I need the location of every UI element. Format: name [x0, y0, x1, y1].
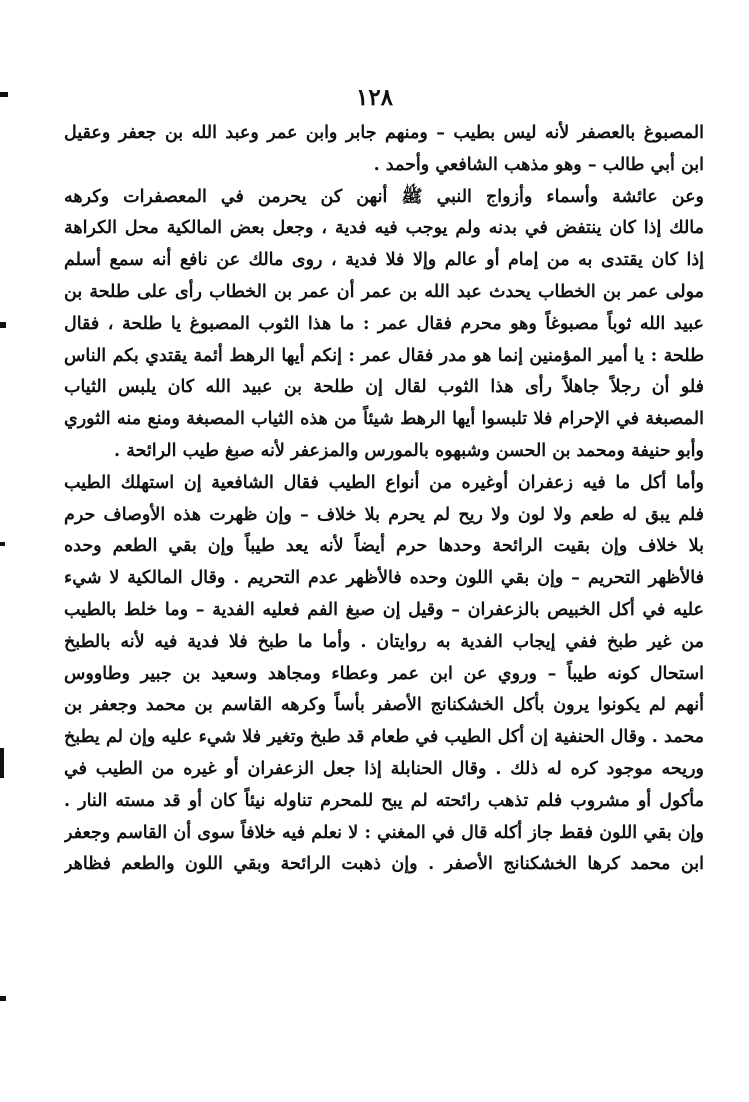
text-line: استحال كونه طيباً – وروي عن ابن عمر وعطاء ومجاهد وسعيد بن جبير وطاووس — [64, 663, 704, 684]
text-line: وعن عائشة وأسماء وأزواج النبي ﷺ أنهن كن يحرمن في المعصفرات وكرهه — [64, 186, 704, 207]
body-text — [64, 118, 704, 881]
text-line: عبيد الله ثوباً مصبوغاً وهو محرم فقال عمر : ما هذا الثوب المصبوغ يا طلحة ، فقال — [64, 313, 704, 334]
text-line: وأبو حنيفة ومحمد بن الحسن وشبهوه بالمورس والمزعفر لأنه صبغ طيب الرائحة . — [114, 440, 704, 461]
text-line: مالك إذا كان ينتفض في بدنه ولم يوجب فيه فدية ، وجعل بعض المالكية محل الكراهة — [64, 218, 704, 239]
text-line: فلو أن رجلاً جاهلاً رأى هذا الثوب لقال إن طلحة بن عبيد الله كان يلبس الثياب — [64, 377, 704, 398]
text-line: فلم يبق له طعم ولا لون ولا ريح لم يحرم بلا خلاف – وإن ظهرت هذه الأوصاف حرم — [64, 504, 704, 525]
page-number: ١٢٨ — [355, 84, 394, 111]
text-line: فالأظهر التحريم – وإن بقي اللون وحده فالأظهر عدم التحريم . وقال المالكية لا شيء — [64, 568, 704, 589]
text-line: بلا خلاف وإن بقيت الرائحة وحدها حرم أيضاً لأنه يعد طيباً وإن بقي الطعم وحده — [64, 536, 704, 557]
text-line: مأكول أو مشروب فلم تذهب رائحته لم يبح للمحرم تناوله نيئاً كان أو قد مسته النار . — [64, 790, 704, 811]
text-line: وريحه موجود كره له ذلك . وقال الحنابلة إذا جعل الزعفران أو غيره من الطيب في — [64, 758, 704, 779]
text-line: عليه في أكل الخبيص بالزعفران – وقيل إن صبغ الفم فعليه الفدية – وما خلط بالطيب — [64, 599, 704, 620]
margin-mark — [0, 748, 4, 778]
text-line: أنهم لم يكونوا يرون بأكل الخشكنانج الأصفر بأساً وكرهه القاسم بن محمد وجعفر بن — [64, 695, 704, 716]
text-line: المصبغة في الإحرام فلا تلبسوا أيها الرهط شيئاً من هذه الثياب المصبغة ومنع منه الثوري — [64, 409, 704, 430]
text-line: ابن أبي طالب – وهو مذهب الشافعي وأحمد . — [373, 154, 704, 175]
margin-mark — [0, 92, 8, 97]
text-line: من غير طبخ ففي إيجاب الفدية به روايتان . وأما ما طبخ فلا فدية فيه لأنه بالطبخ — [64, 631, 704, 652]
text-line: المصبوغ بالعصفر لأنه ليس بطيب – ومنهم جابر وابن عمر وعبد الله بن جعفر وعقيل — [64, 123, 704, 143]
text-line: مولى عمر بن الخطاب يحدث عبد الله بن عمر أن عمر بن الخطاب رأى على طلحة بن — [64, 281, 704, 302]
margin-mark — [0, 322, 6, 328]
text-line: وإن بقي اللون فقط جاز أكله قال في المغني : لا نعلم فيه خلافاً سوى أن القاسم وجعفر — [64, 822, 704, 843]
text-line: ابن محمد كرها الخشكنانج الأصفر . وإن ذهبت الرائحة وبقي اللون والطعم فظاهر — [64, 854, 704, 875]
text-line: إذا كان يقتدى به من إمام أو عالم وإلا فلا فدية ، روى مالك عن نافع أنه سمع أسلم — [64, 250, 704, 271]
margin-mark — [0, 996, 6, 1001]
margin-mark — [0, 542, 5, 546]
text-line: طلحة : يا أمير المؤمنين إنما هو مدر فقال عمر : إنكم أيها الرهط أئمة يقتدي بكم الناس — [64, 345, 704, 366]
text-line: وأما أكل ما فيه زعفران أوغيره من أنواع الطيب فقال الشافعية إن استهلك الطيب — [64, 472, 704, 493]
text-line: محمد . وقال الحنفية إن أكل الطيب في طعام قد طبخ وتغير فلا شيء عليه وإن لم يطبخ — [64, 727, 704, 748]
